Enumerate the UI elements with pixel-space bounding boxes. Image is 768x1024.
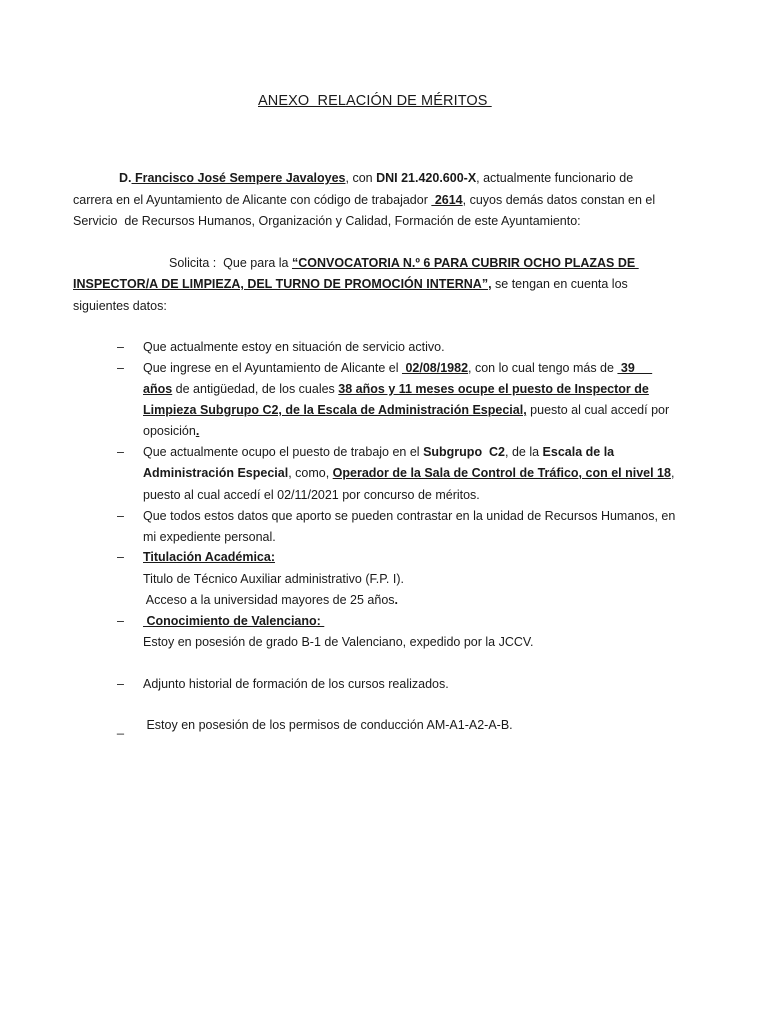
operador-sala-control: Operador de la Sala de Control de Tráfico, con el nivel 18 bbox=[332, 466, 671, 480]
convocatoria-comma: , bbox=[488, 277, 492, 291]
intro-line-3: Servicio de Recursos Humanos, Organización y Calidad, Formación de este Ayuntamiento: bbox=[73, 214, 581, 228]
escala-label: Escala de la bbox=[542, 445, 615, 459]
applicant-name: Francisco José Sempere Javaloyes bbox=[131, 171, 346, 185]
intro-rest-1: , actualmente funcionario de bbox=[476, 171, 634, 185]
valenciano-heading: Conocimiento de Valenciano: bbox=[143, 614, 325, 628]
list-item-ingreso-line-3 bbox=[143, 404, 669, 417]
acceso-text: Acceso a la universidad mayores de 25 años bbox=[143, 593, 395, 607]
solicita-tail: se tengan en cuenta los bbox=[491, 277, 628, 291]
list-dash-underscore: _ bbox=[117, 721, 124, 735]
convocatoria-line-1: “CONVOCATORIA N.º 6 PARA CUBRIR OCHO PLAZAS DE bbox=[291, 256, 639, 270]
list-item-puesto-line-2 bbox=[143, 467, 674, 480]
list-dash: – bbox=[117, 509, 124, 523]
titulacion-acceso bbox=[143, 594, 398, 607]
puesto-text-2: , de la bbox=[505, 445, 543, 459]
titulacion-titulo: Titulo de Técnico Auxiliar administrativo (F.P. I). bbox=[143, 572, 404, 586]
list-item-servicio-activo: Que actualmente estoy en situación de servicio activo. bbox=[143, 340, 445, 354]
convocatoria-line-2: INSPECTOR/A DE LIMPIEZA, DEL TURNO DE PROMOCIÓN INTERNA” bbox=[73, 277, 489, 291]
intro-con: , con bbox=[345, 171, 377, 185]
document-title: ANEXO RELACIÓN DE MÉRITOS bbox=[258, 93, 492, 109]
puesto-text-3: , como, bbox=[288, 466, 333, 480]
oposicion-period: . bbox=[195, 424, 200, 438]
list-item-puesto-line-3: puesto al cual accedí el 02/11/2021 por concurso de méritos. bbox=[143, 488, 480, 502]
list-item-ingreso-line-2 bbox=[143, 383, 649, 396]
list-item-puesto-line-1 bbox=[143, 446, 614, 459]
list-item-contrastar-line-1: Que todos estos datos que aporto se pueden contrastar en la unidad de Recursos Humanos, en bbox=[143, 509, 676, 523]
solicita-label: Solicita : Que para la bbox=[169, 256, 292, 270]
valenciano-text: Estoy en posesión de grado B-1 de Valenciano, expedido por la JCCV. bbox=[143, 635, 534, 649]
puesto-inspector: 38 años y 11 meses ocupe el puesto de Inspector de bbox=[338, 382, 649, 396]
applicant-dni: DNI 21.420.600-X bbox=[376, 171, 477, 185]
titulacion-heading: Titulación Académica: bbox=[143, 550, 275, 564]
puesto-comma: , bbox=[670, 466, 675, 480]
administracion-especial: Administración Especial bbox=[143, 466, 289, 480]
list-dash: – bbox=[117, 677, 124, 691]
ingreso-date: 02/08/1982 bbox=[401, 361, 469, 375]
ingreso-text-3: de antigüedad, de los cuales bbox=[172, 382, 339, 396]
worker-code: 2614 bbox=[431, 193, 463, 207]
intro-line-1 bbox=[119, 172, 633, 185]
solicita-line-1 bbox=[169, 257, 639, 270]
list-dash: – bbox=[117, 614, 124, 628]
ingreso-text-2: , con lo cual tengo más de bbox=[468, 361, 618, 375]
list-dash: – bbox=[117, 550, 124, 564]
oposicion-text: oposición bbox=[143, 424, 196, 438]
list-dash: – bbox=[117, 361, 124, 375]
puesto-text: Que actualmente ocupo el puesto de trabajo en el bbox=[143, 445, 424, 459]
intro-line-2a: carrera en el Ayuntamiento de Alicante con código de trabajador bbox=[73, 193, 432, 207]
ingreso-text-4: puesto al cual accedí por bbox=[526, 403, 670, 417]
subgrupo-c2: Subgrupo C2 bbox=[423, 445, 506, 459]
list-item-historial: Adjunto historial de formación de los cursos realizados. bbox=[143, 677, 449, 691]
list-dash: – bbox=[117, 340, 124, 354]
subgrupo-escala: Limpieza Subgrupo C2, de la Escala de Administración Especial, bbox=[143, 403, 527, 417]
solicita-line-2 bbox=[73, 278, 628, 291]
list-item-permisos: Estoy en posesión de los permisos de conducción AM-A1-A2-A-B. bbox=[143, 718, 513, 732]
intro-line-2b: , cuyos demás datos constan en el bbox=[462, 193, 656, 207]
ingreso-text: Que ingrese en el Ayuntamiento de Alicante el bbox=[143, 361, 402, 375]
intro-line-2 bbox=[73, 194, 655, 207]
list-dash: – bbox=[117, 445, 124, 459]
list-item-ingreso-line-1 bbox=[143, 362, 652, 375]
solicita-line-3: siguientes datos: bbox=[73, 299, 167, 313]
antiguedad-anos: años bbox=[143, 382, 173, 396]
list-item-ingreso-line-4 bbox=[143, 425, 199, 438]
intro-d: D. bbox=[119, 171, 132, 185]
acceso-period: . bbox=[394, 593, 399, 607]
antiguedad-years: 39 bbox=[617, 361, 653, 375]
list-item-contrastar-line-2: mi expediente personal. bbox=[143, 530, 276, 544]
